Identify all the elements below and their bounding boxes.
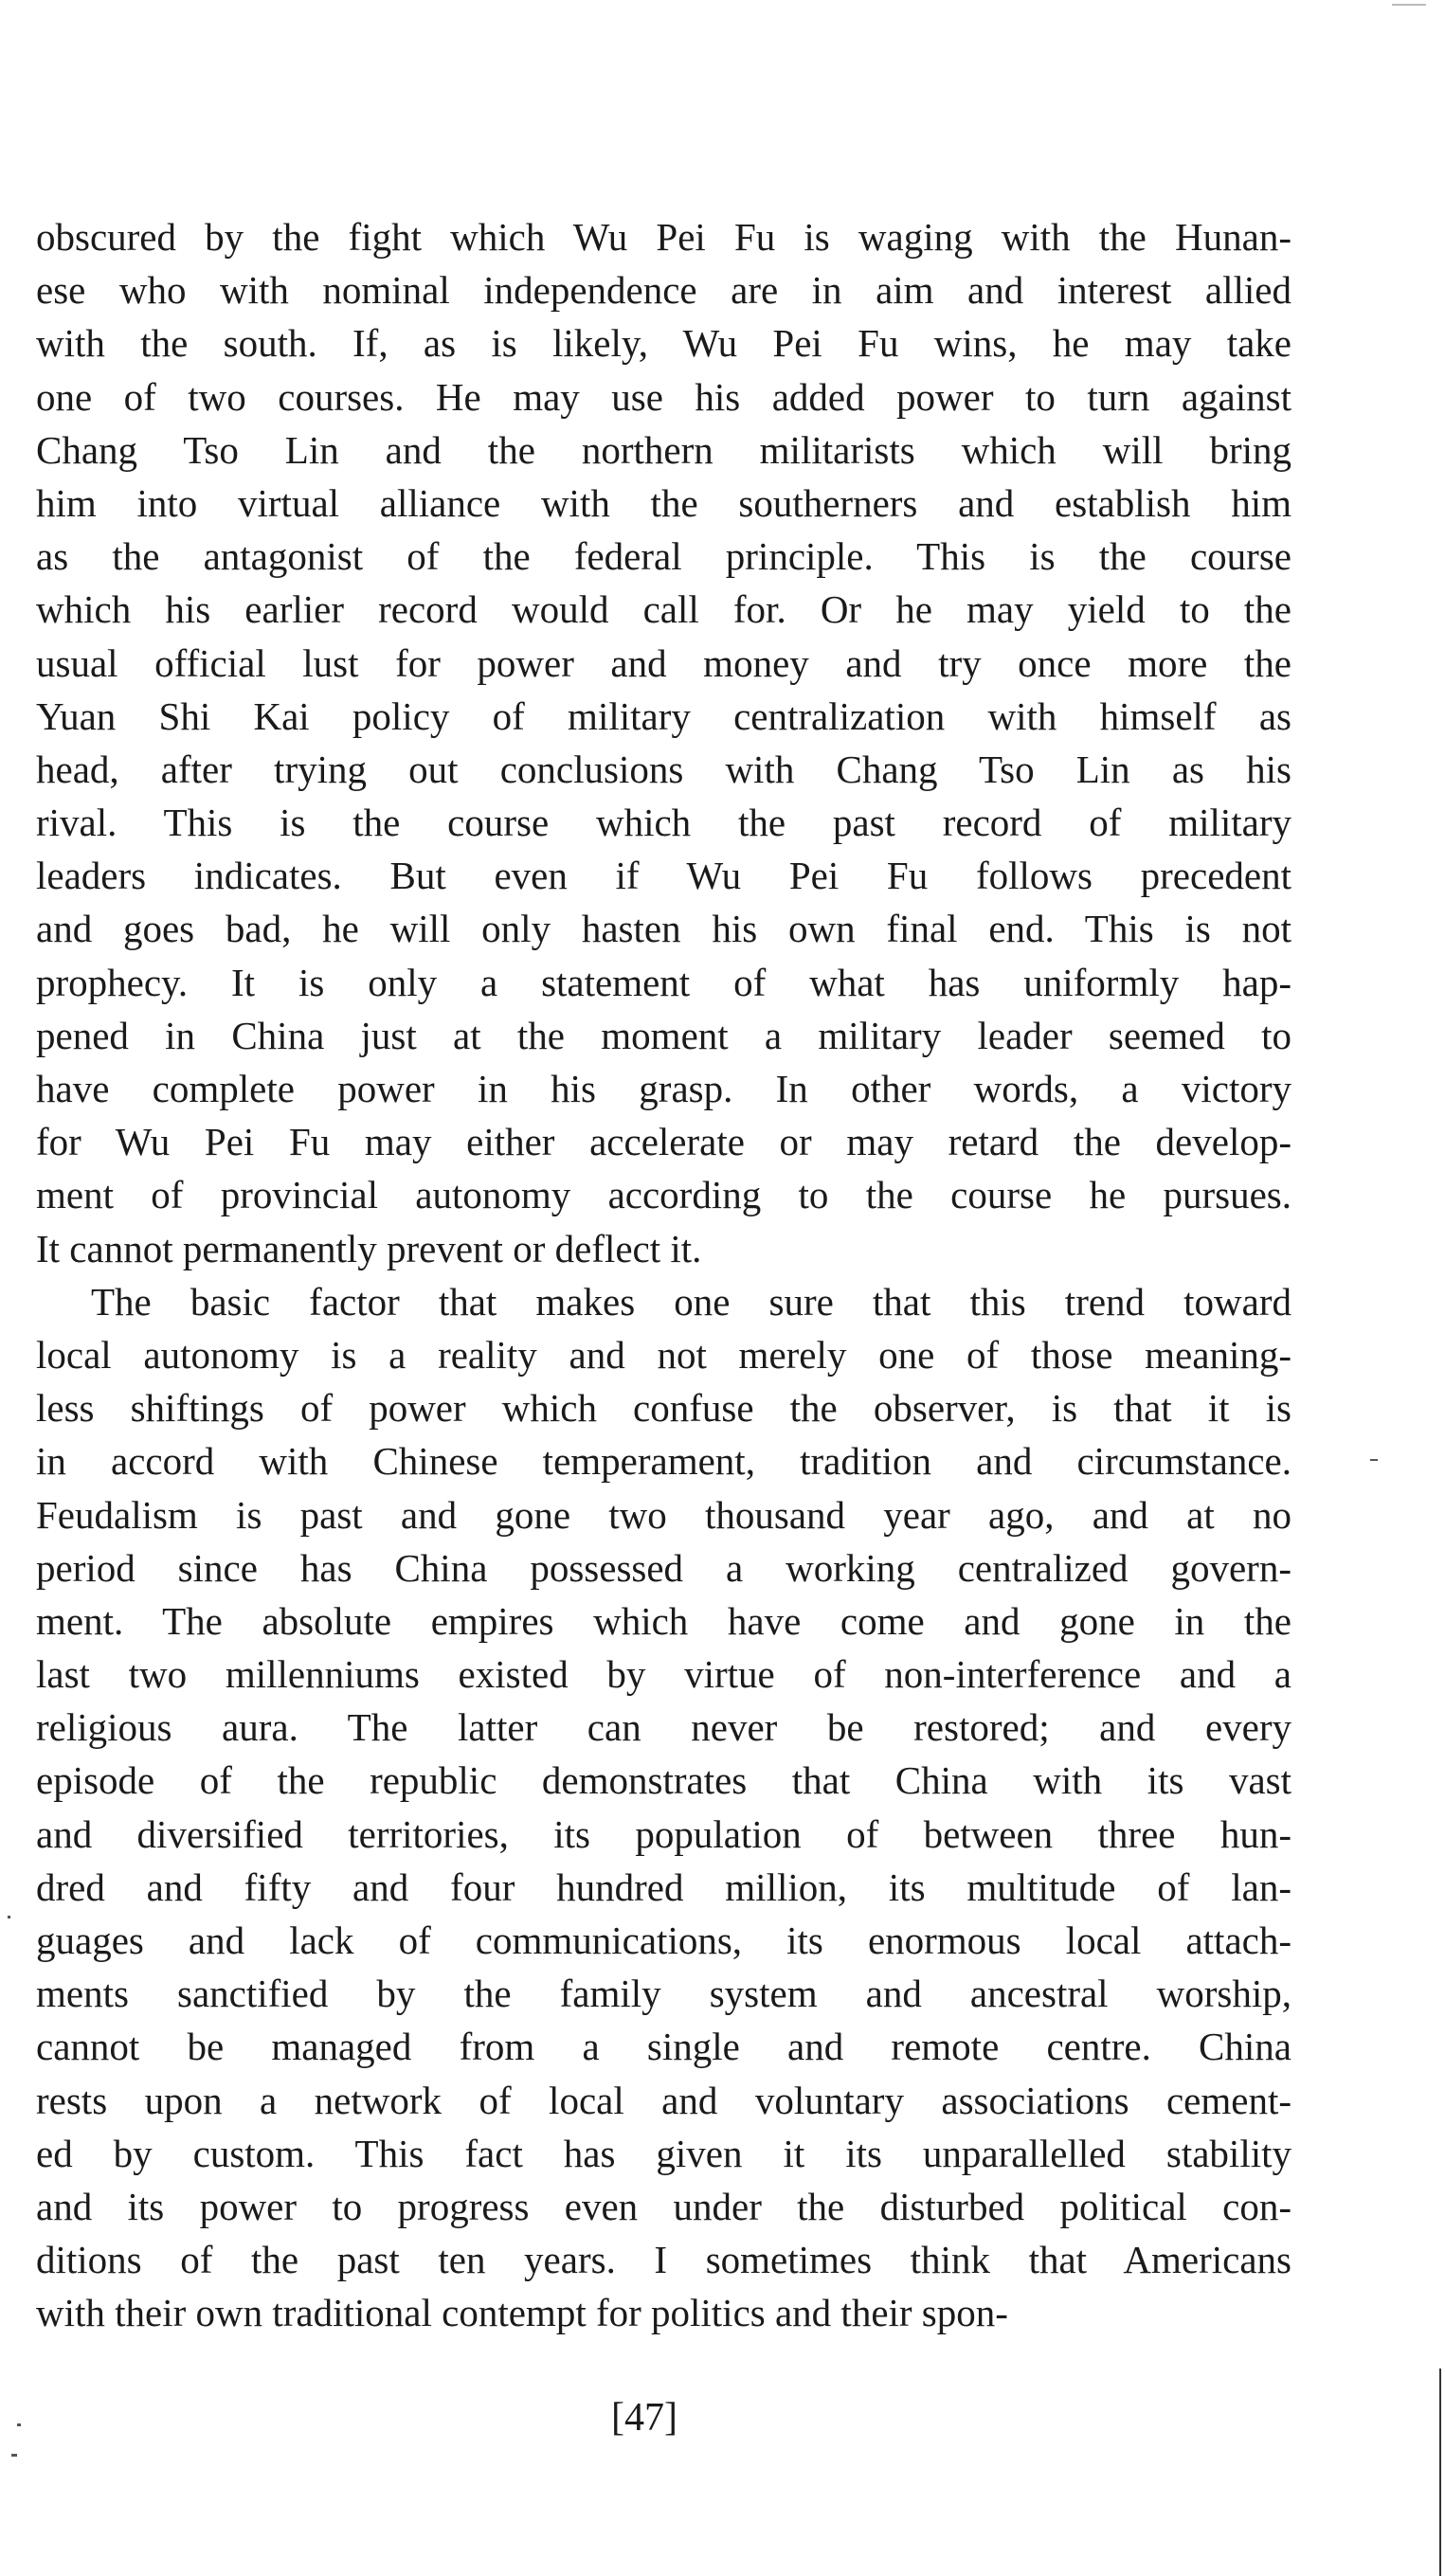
text-line: him into virtual alliance with the southerners and establish him bbox=[36, 480, 1291, 525]
text-line: ditions of the past ten years. I sometimes think that Americans bbox=[36, 2238, 1291, 2282]
scan-speck bbox=[8, 1916, 10, 1918]
text-line: last two millenniums existed by virtue of non-interference and a bbox=[36, 1652, 1291, 1697]
text-line: cannot be managed from a single and remote centre. China bbox=[36, 2025, 1291, 2069]
text-line: head, after trying out conclusions with Chang Tso Lin as his bbox=[36, 747, 1291, 791]
text-line: ese who with nominal independence are in aim and interest allied bbox=[36, 268, 1291, 313]
text-line: local autonomy is a reality and not merely one of those meaning- bbox=[36, 1332, 1291, 1377]
text-line: ment. The absolute empires which have come and gone in the bbox=[36, 1598, 1291, 1643]
text-line: with the south. If, as is likely, Wu Pei Fu wins, he may take bbox=[36, 321, 1291, 366]
scan-speck bbox=[1370, 1459, 1378, 1461]
page-number: [47] bbox=[611, 2396, 677, 2440]
text-line: ed by custom. This fact has given it its unparallelled stability bbox=[36, 2131, 1291, 2175]
text-line: episode of the republic demonstrates that China with its vast bbox=[36, 1758, 1291, 1803]
body-text bbox=[36, 210, 1291, 2340]
text-line: and its power to progress even under the disturbed political con- bbox=[36, 2184, 1291, 2228]
text-line: ments sanctified by the family system and ancestral worship, bbox=[36, 1972, 1291, 2016]
text-line: prophecy. It is only a statement of what has uniformly hap- bbox=[36, 960, 1291, 1004]
text-line: dred and fifty and four hundred million, its multitude of lan- bbox=[36, 1864, 1291, 1909]
text-line: leaders indicates. But even if Wu Pei Fu follows precedent bbox=[36, 854, 1291, 898]
text-line: and diversified territories, its population of between three hun- bbox=[36, 1811, 1291, 1856]
text-line: period since has China possessed a working centralized govern- bbox=[36, 1545, 1291, 1590]
scan-speck bbox=[11, 2454, 17, 2457]
text-line: in accord with Chinese temperament, tradition and circumstance. bbox=[36, 1439, 1291, 1484]
text-line: It cannot permanently prevent or deflect it. bbox=[36, 1226, 702, 1270]
text-line: The basic factor that makes one sure that this trend toward bbox=[91, 1279, 1291, 1324]
text-line: Yuan Shi Kai policy of military centralization with himself as bbox=[36, 694, 1291, 738]
text-line: as the antagonist of the federal principle. This is the course bbox=[36, 534, 1291, 579]
text-line: usual official lust for power and money and try once more the bbox=[36, 640, 1291, 685]
text-line: one of two courses. He may use his added power to turn against bbox=[36, 374, 1291, 419]
text-line: for Wu Pei Fu may either accelerate or may retard the develop- bbox=[36, 1120, 1291, 1164]
scan-edge-mark bbox=[1392, 4, 1426, 6]
text-line: Chang Tso Lin and the northern militarists which will bring bbox=[36, 427, 1291, 472]
paragraph-2 bbox=[36, 1275, 1291, 2340]
text-line: ment of provincial autonomy according to the course he pursues. bbox=[36, 1173, 1291, 1217]
text-line: with their own traditional contempt for politics and their spon- bbox=[36, 2291, 1008, 2335]
text-line: pened in China just at the moment a military leader seemed to bbox=[36, 1013, 1291, 1057]
text-line: Feudalism is past and gone two thousand year ago, and at no bbox=[36, 1492, 1291, 1537]
text-line: which his earlier record would call for. Or he may yield to the bbox=[36, 587, 1291, 632]
text-line: have complete power in his grasp. In other words, a victory bbox=[36, 1067, 1291, 1110]
text-line: religious aura. The latter can never be restored; and every bbox=[36, 1705, 1291, 1750]
text-line: guages and lack of communications, its enormous local attach- bbox=[36, 1918, 1291, 1962]
text-line: less shiftings of power which confuse the observer, is that it is bbox=[36, 1386, 1291, 1431]
text-line: rival. This is the course which the past record of military bbox=[36, 801, 1291, 845]
scan-edge-mark bbox=[1439, 2369, 1441, 2576]
text-line: obscured by the fight which Wu Pei Fu is waging with the Hunan- bbox=[36, 215, 1291, 259]
text-line: rests upon a network of local and voluntary associations cement- bbox=[36, 2078, 1291, 2122]
text-line: and goes bad, he will only hasten his own final end. This is not bbox=[36, 907, 1291, 951]
scan-speck bbox=[17, 2423, 21, 2426]
paragraph-1 bbox=[36, 210, 1291, 1275]
